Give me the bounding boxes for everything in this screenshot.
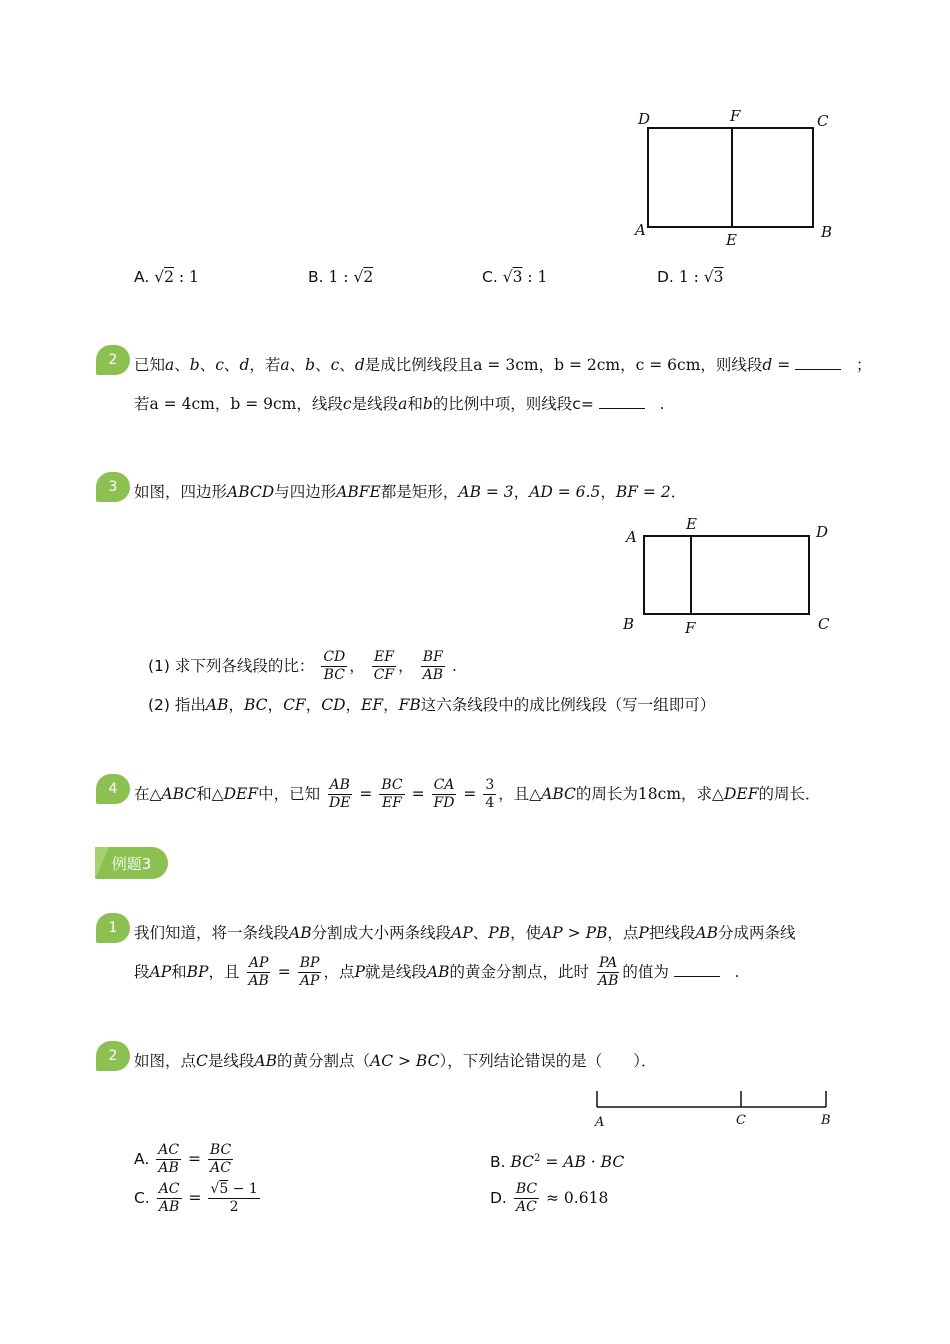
label-d: D (638, 110, 651, 128)
label-e: E (726, 231, 737, 249)
e2-option-b[interactable]: B. $BC^2$ = AB · BC (490, 1153, 625, 1172)
answer-blank[interactable] (795, 355, 841, 370)
e2-option-d[interactable]: D. $\frac{BC}{AC}$ ≈ 0.618 (490, 1181, 609, 1215)
label-a: A (635, 221, 646, 239)
e1-line-1: 我们知道，将一条线段AB分割成大小两条线段AP、PB，使AP > PB，点P把线段AB分成两条线 (134, 924, 796, 942)
fraction: $\frac{AP}{AB}$ (248, 955, 269, 989)
q1-option-d[interactable]: D. 1 : √3 (657, 268, 724, 286)
tag-stripe (95, 847, 109, 879)
q3-line-1: 如图，四边形ABCD与四边形ABFE都是矩形，AB = 3，AD = 6.5，BF = 2． (134, 483, 687, 501)
q3-sub-2: (2) 指出AB，BC，CF，CD，EF，FB这六条线段中的成比例线段（写一组即可） (148, 696, 716, 714)
label-b: B (821, 223, 833, 241)
answer-blank[interactable] (599, 394, 645, 409)
figure-rectangle-abcd (620, 100, 850, 260)
fraction: $\frac{BC}{EF}$ (381, 777, 403, 811)
label-c: C (736, 1113, 746, 1128)
label-f: F (685, 619, 696, 637)
fraction: $\frac{PA}{AB}$ (597, 955, 619, 989)
label-b: B (623, 615, 635, 633)
q2-line-2: 若a = 4cm，b = 9cm，线段c是线段a和b的比例中项，则线段c= . (134, 395, 665, 413)
label-b: B (821, 1113, 831, 1128)
q2-line-1: 已知a、b、c、d，若a、b、c、d是成比例线段且a = 3cm，b = 2cm，c = 6cm，则线段d = ； (134, 356, 872, 374)
fraction: $\frac{BC}{AC}$ (209, 1142, 232, 1176)
fraction: $\frac{3}{4}$ (485, 777, 495, 811)
fraction: $\frac{BF}{AB}$ (422, 649, 444, 683)
answer-blank[interactable] (674, 962, 720, 977)
e2-option-a[interactable]: A. $\frac{AC}{AB}$ = $\frac{BC}{AC}$ (134, 1142, 232, 1176)
example-label: 例题3 (95, 847, 168, 879)
fraction: $\frac{BC}{AC}$ (515, 1181, 538, 1215)
e2-option-c[interactable]: C. $\frac{AC}{AB}$ = $\frac{√5 - 1}{2}$ (134, 1181, 258, 1215)
label-a: A (626, 528, 637, 546)
q3-sub-1: (1) 求下列各线段的比： $\frac{CD}{BC}$ ， $\frac{EF}{CF}$ ， $\frac{BF}{AB}$ . (148, 649, 457, 683)
example-question-number-2: 2 (96, 1041, 130, 1071)
fraction: $\frac{AC}{AB}$ (158, 1142, 180, 1176)
e1-line-2: 段AP和BP，且 $\frac{AP}{AB}$ = $\frac{BP}{AP}$ ，点P就是线段AB的黄金分割点，此时 $\frac{PA}{AB}$ 的值为 . (134, 955, 740, 989)
q1-option-b[interactable]: B. 1 : √2 (308, 268, 374, 286)
label-a: A (595, 1115, 605, 1130)
fraction: $\frac{√5 - 1}{2}$ (210, 1181, 258, 1215)
question-number-4: 4 (96, 774, 130, 804)
fraction: $\frac{AC}{AB}$ (158, 1181, 180, 1215)
fraction: $\frac{CA}{FD}$ (433, 777, 455, 811)
rect-outline (648, 128, 813, 227)
fraction: $\frac{BP}{AP}$ (299, 955, 320, 989)
figure-segment-acb (585, 1085, 845, 1130)
example-question-number-1: 1 (96, 913, 130, 943)
label-e: E (686, 515, 697, 533)
label-c: C (817, 112, 829, 130)
fraction: $\frac{EF}{CF}$ (373, 649, 395, 683)
label-c: C (818, 615, 830, 633)
label-d: D (816, 523, 829, 541)
figure-rectangle-abcd-2 (615, 510, 845, 640)
q4-text: 在△ABC和△DEF中，已知 $\frac{AB}{DE}$ = $\frac{BC}{EF}$ = $\frac{CA}{FD}$ = $\frac{3}{4}$ ，且△ABC的周长为18cm，求△DEF的周长． (134, 777, 821, 811)
question-number-2: 2 (96, 345, 130, 375)
fraction: $\frac{CD}{BC}$ (323, 649, 346, 683)
label-f: F (730, 107, 741, 125)
question-number-3: 3 (96, 472, 130, 502)
rect-outline (644, 536, 809, 614)
e2-line-1: 如图，点C是线段AB的黄分割点（AC > BC），下列结论错误的是（ ）． (134, 1052, 657, 1070)
fraction: $\frac{AB}{DE}$ (329, 777, 351, 811)
q1-option-c[interactable]: C. √3 : 1 (482, 268, 548, 286)
q1-option-a[interactable]: A. √2 : 1 (134, 268, 199, 286)
